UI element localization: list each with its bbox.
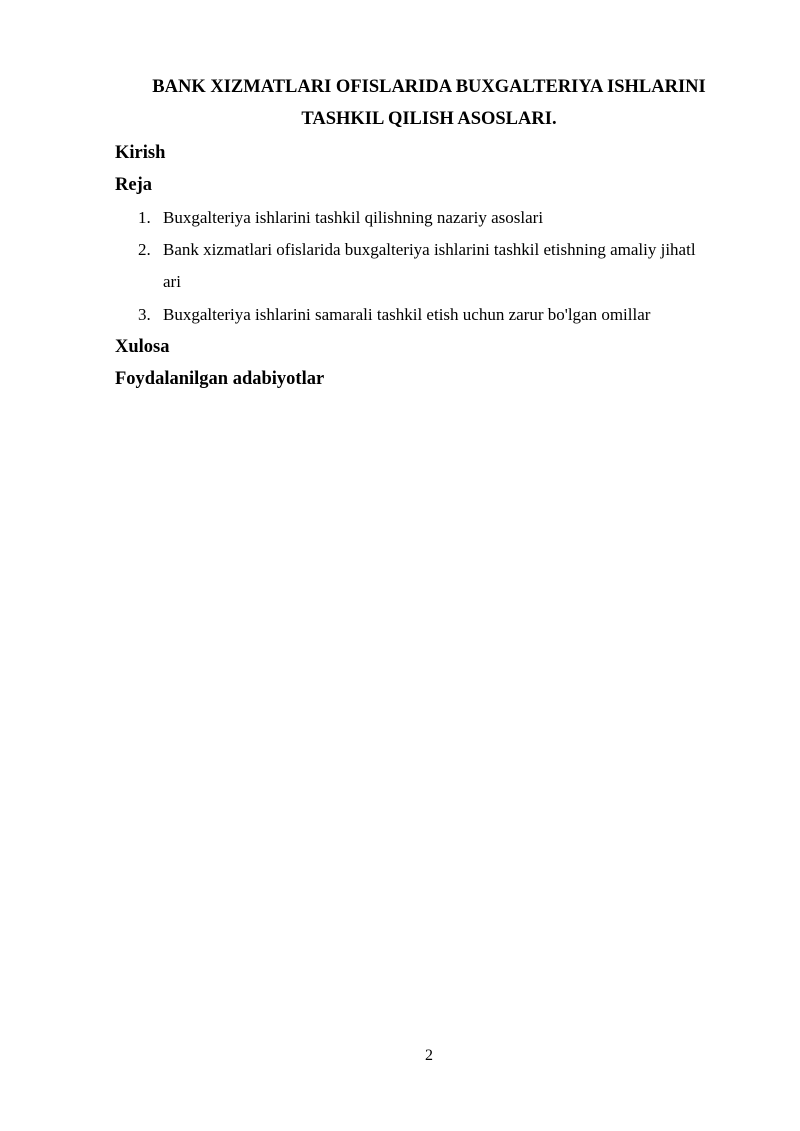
heading-xulosa: Xulosa: [115, 337, 170, 357]
plan-item-number: 3.: [138, 305, 151, 324]
plan-item-text: Buxgalteriya ishlarini tashkil qilishning nazariy asoslari: [163, 208, 544, 227]
heading-foydalanilgan-adabiyotlar: Foydalanilgan adabiyotlar: [115, 369, 325, 389]
document-title-line-2: TASHKIL QILISH ASOSLARI.: [301, 109, 557, 129]
heading-kirish: Kirish: [115, 143, 166, 163]
plan-item-number: 2.: [138, 240, 151, 259]
plan-item-number: 1.: [138, 208, 151, 227]
plan-item-text: Buxgalteriya ishlarini samarali tashkil etish uchun zarur bo'lgan omillar: [163, 305, 651, 324]
page-number: 2: [425, 1047, 433, 1064]
document-title-line-1: BANK XIZMATLARI OFISLARIDA BUXGALTERIYA ISHLARINI: [152, 77, 706, 97]
heading-reja: Reja: [115, 175, 152, 195]
plan-item-text-continued: ari: [163, 272, 181, 291]
plan-item-text: Bank xizmatlari ofislarida buxgalteriya ishlarini tashkil etishning amaliy jihatl: [163, 240, 696, 259]
